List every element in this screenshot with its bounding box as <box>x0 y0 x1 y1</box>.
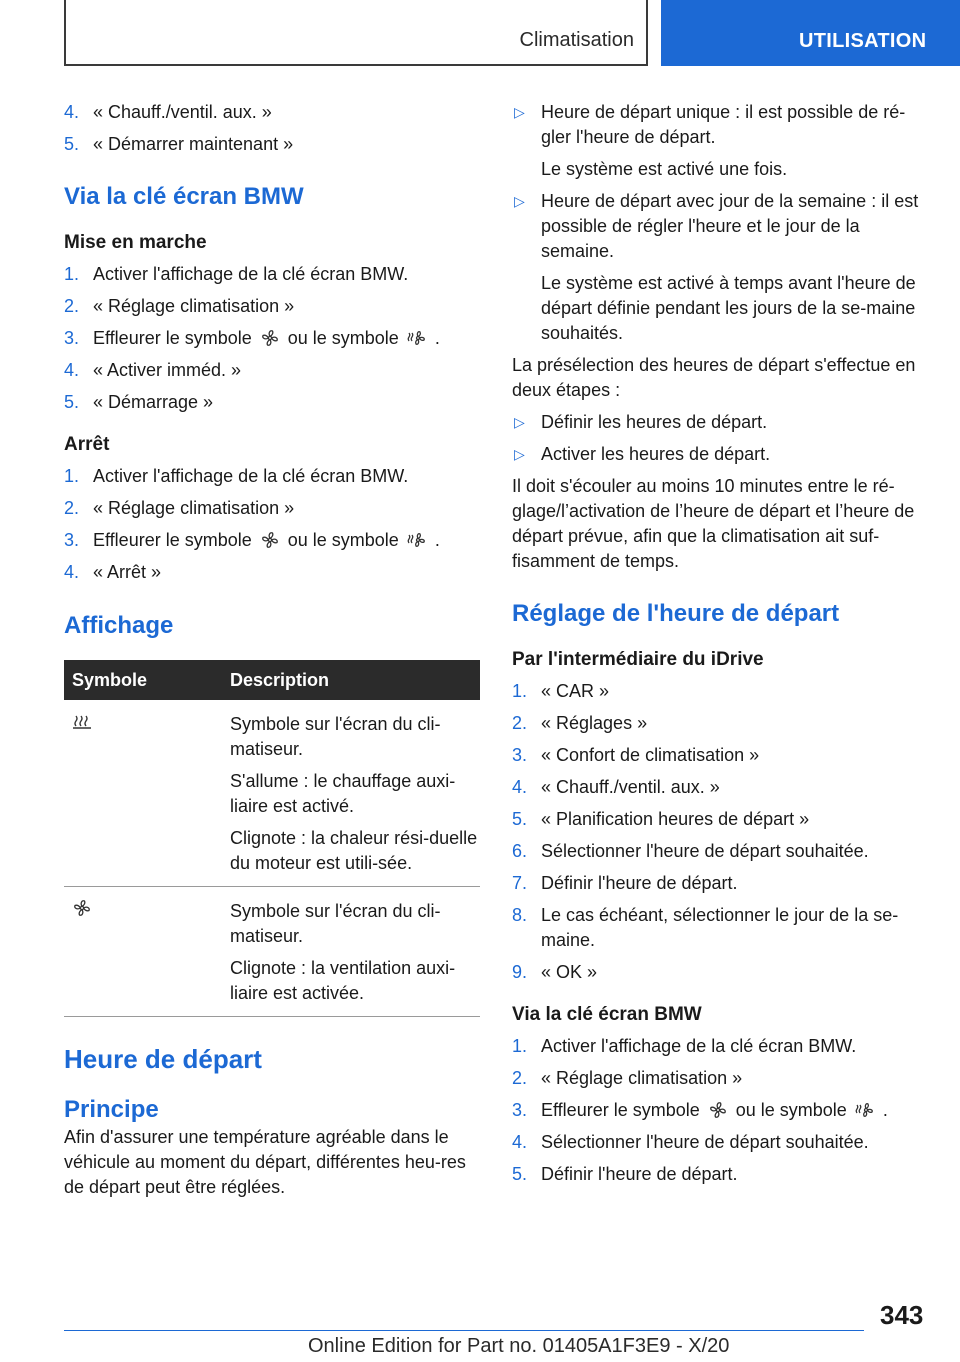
description-line: Clignote : la ventilation auxi-liaire est activée. <box>230 958 456 1003</box>
list-item <box>512 871 928 896</box>
step-number: 2. <box>64 296 80 316</box>
page-number: 343 <box>880 1300 924 1330</box>
step-number: 2. <box>64 498 80 518</box>
step-text: Définir l'heure de départ. <box>541 1164 738 1184</box>
list-item <box>512 679 928 704</box>
list-item <box>64 262 482 287</box>
step-number: 1. <box>64 466 80 486</box>
table-cell-symbol <box>64 700 230 887</box>
step-text-part: . <box>882 1100 888 1120</box>
on-steps-list <box>64 262 482 415</box>
step-number: 4. <box>512 1132 528 1152</box>
list-item <box>64 390 482 415</box>
triangle-bullet-icon: ▷ <box>514 414 525 430</box>
off-steps-list <box>64 464 482 585</box>
list-item <box>512 839 928 864</box>
idrive-steps-list <box>512 679 928 985</box>
list-item <box>512 189 928 346</box>
step-number: 2. <box>512 713 528 733</box>
step-text: Sélectionner l'heure de départ souhaitée. <box>541 1132 869 1152</box>
key-section-heading: Via la clé écran BMW <box>64 183 304 210</box>
step-text: « Planification heures de départ » <box>541 809 810 829</box>
step-text: « OK » <box>541 962 598 982</box>
step-number: 1. <box>512 1036 528 1056</box>
step-text <box>93 528 482 553</box>
step-number: 4. <box>64 562 80 582</box>
step-text: « Réglage climatisation » <box>93 498 295 518</box>
step-number: 8. <box>512 905 528 925</box>
bullet-sub: Le système est activé à temps avant l'heure de départ définie pendant les jours de la se-maine souhaités. <box>541 273 916 343</box>
triangle-bullet-icon: ▷ <box>514 104 525 120</box>
list-item <box>512 775 928 800</box>
page-header <box>0 0 960 66</box>
list-item <box>512 1034 928 1059</box>
step-text: « CAR » <box>541 681 610 701</box>
step-number: 4. <box>64 360 80 380</box>
table-header-row <box>64 660 480 700</box>
heating-icon <box>72 714 92 730</box>
step-text: « Activer imméd. » <box>93 360 242 380</box>
step-text-part: ou le symbole <box>287 530 399 550</box>
list-item <box>64 326 482 351</box>
step-text-part: . <box>434 530 440 550</box>
step-number: 3. <box>64 530 80 550</box>
table-cell-symbol <box>64 887 230 1017</box>
step-text: « Chauff./ventil. aux. » <box>541 777 720 797</box>
list-item <box>512 807 928 832</box>
fan-icon <box>260 329 280 347</box>
table-cell-description <box>230 887 480 1017</box>
bullet-text <box>541 189 928 346</box>
table-row <box>64 700 480 887</box>
step-text-part: . <box>434 328 440 348</box>
step-text: « Confort de climatisation » <box>541 745 760 765</box>
list-item <box>512 960 928 985</box>
fan-icon <box>72 899 92 917</box>
key-heading-right: Via la clé écran BMW <box>512 1004 702 1025</box>
step-number: 5. <box>512 809 528 829</box>
bullet-main: Heure de départ unique : il est possible de ré-gler l'heure de départ. <box>541 102 906 147</box>
step-number: 2. <box>512 1068 528 1088</box>
step-text: « Chauff./ventil. aux. » <box>93 102 272 122</box>
table-row <box>64 887 480 1017</box>
idrive-heading: Par l'intermédiaire du iDrive <box>512 649 764 670</box>
triangle-bullet-icon: ▷ <box>514 446 525 462</box>
step-text: « Arrêt » <box>93 562 162 582</box>
right-column <box>512 100 928 1194</box>
step-number: 6. <box>512 841 528 861</box>
list-item <box>64 358 482 383</box>
list-item <box>512 1162 928 1187</box>
key-steps-list <box>512 1034 928 1187</box>
step-number: 5. <box>64 134 80 154</box>
step-text: « Réglages » <box>541 713 648 733</box>
list-item <box>512 410 928 435</box>
step-text: Activer l'affichage de la clé écran BMW. <box>93 264 409 284</box>
principle-text: Afin d'assurer une température agréable dans le véhicule au moment du départ, différentes heu-res de départ peut être réglées. <box>64 1127 466 1197</box>
triangle-bullet-icon: ▷ <box>514 193 525 209</box>
description-line: Clignote : la chaleur rési-duelle du moteur est utili-sée. <box>230 828 478 873</box>
step-number: 4. <box>512 777 528 797</box>
table-header-symbol: Symbole <box>64 660 230 700</box>
departure-types-list <box>512 100 928 346</box>
step-text <box>541 1098 928 1123</box>
off-heading: Arrêt <box>64 434 110 455</box>
departure-heading: Heure de départ <box>64 1044 262 1074</box>
step-text: Sélectionner l'heure de départ souhaitée. <box>541 841 869 861</box>
description-line: Symbole sur l'écran du cli-matiseur. <box>230 901 441 946</box>
bullet-main: Heure de départ avec jour de la semaine : il est possible de régler l'heure et le jour de la semaine. <box>541 191 919 261</box>
step-number: 5. <box>512 1164 528 1184</box>
fan-icon <box>708 1101 728 1119</box>
step-number: 3. <box>64 328 80 348</box>
step-text: Activer l'affichage de la clé écran BMW. <box>541 1036 857 1056</box>
list-item <box>512 1130 928 1155</box>
fan-heat-icon <box>407 329 427 347</box>
fan-heat-icon <box>855 1101 875 1119</box>
step-number: 3. <box>512 745 528 765</box>
step-number: 5. <box>64 392 80 412</box>
step-text: « Réglage climatisation » <box>541 1068 743 1088</box>
list-item <box>64 294 482 319</box>
step-text-part: Effleurer le symbole <box>93 530 252 550</box>
step-number: 4. <box>64 102 80 122</box>
header-chapter-tab <box>661 0 960 66</box>
step-number: 9. <box>512 962 528 982</box>
list-item <box>64 496 482 521</box>
preselect-text: La présélection des heures de départ s'effectue en deux étapes : <box>512 355 916 400</box>
timing-note: Il doit s'écouler au moins 10 minutes entre le ré-glage/l’activation de l’heure de départ et l’heure de départ prévue, afin que la climatisation ait suf-fisamment de temps. <box>512 476 915 571</box>
preselect-steps-list <box>512 410 928 467</box>
step-number: 7. <box>512 873 528 893</box>
list-item <box>512 743 928 768</box>
list-item <box>512 442 928 467</box>
list-item <box>512 711 928 736</box>
footer-divider <box>64 1330 864 1331</box>
step-number: 1. <box>64 264 80 284</box>
list-item <box>64 528 482 553</box>
fan-icon <box>260 531 280 549</box>
bullet-text <box>541 100 928 182</box>
step-text-part: ou le symbole <box>287 328 399 348</box>
list-item <box>64 560 482 585</box>
steps-top-list <box>64 100 482 157</box>
header-chapter-label: UTILISATION <box>799 30 927 52</box>
list-item <box>512 1066 928 1091</box>
list-item <box>512 100 928 182</box>
step-text-part: Effleurer le symbole <box>93 328 252 348</box>
fan-heat-icon <box>407 531 427 549</box>
on-heading: Mise en marche <box>64 232 207 253</box>
step-text: « Démarrage » <box>93 392 214 412</box>
bullet-text: Définir les heures de départ. <box>541 412 768 432</box>
step-number: 3. <box>512 1100 528 1120</box>
footer-edition: Online Edition for Part no. 01405A1F3E9 - X/20 <box>308 1335 730 1357</box>
step-text: Activer l'affichage de la clé écran BMW. <box>93 466 409 486</box>
list-item <box>64 464 482 489</box>
list-item <box>64 132 482 157</box>
description-line: Symbole sur l'écran du cli-matiseur. <box>230 714 441 759</box>
list-item <box>64 100 482 125</box>
setting-heading: Réglage de l'heure de départ <box>512 600 840 627</box>
step-text-part: ou le symbole <box>735 1100 847 1120</box>
list-item <box>512 903 928 953</box>
display-heading: Affichage <box>64 612 174 639</box>
step-text-part: Effleurer le symbole <box>541 1100 700 1120</box>
table-header-description: Description <box>230 660 480 700</box>
step-number: 1. <box>512 681 528 701</box>
table-cell-description <box>230 700 480 887</box>
header-section-title: Climatisation <box>519 29 634 51</box>
step-text: « Réglage climatisation » <box>93 296 295 316</box>
header-section-box <box>64 0 648 66</box>
symbol-table <box>64 660 480 1017</box>
description-line: S'allume : le chauffage auxi-liaire est activé. <box>230 771 456 816</box>
step-text: Le cas échéant, sélectionner le jour de la se-maine. <box>541 905 899 950</box>
list-item <box>512 1098 928 1123</box>
step-text <box>93 326 482 351</box>
bullet-sub: Le système est activé une fois. <box>541 159 788 179</box>
left-column <box>64 100 482 1200</box>
bullet-text: Activer les heures de départ. <box>541 444 771 464</box>
step-text: Définir l'heure de départ. <box>541 873 738 893</box>
principle-heading: Principe <box>64 1096 159 1123</box>
step-text: « Démarrer maintenant » <box>93 134 294 154</box>
